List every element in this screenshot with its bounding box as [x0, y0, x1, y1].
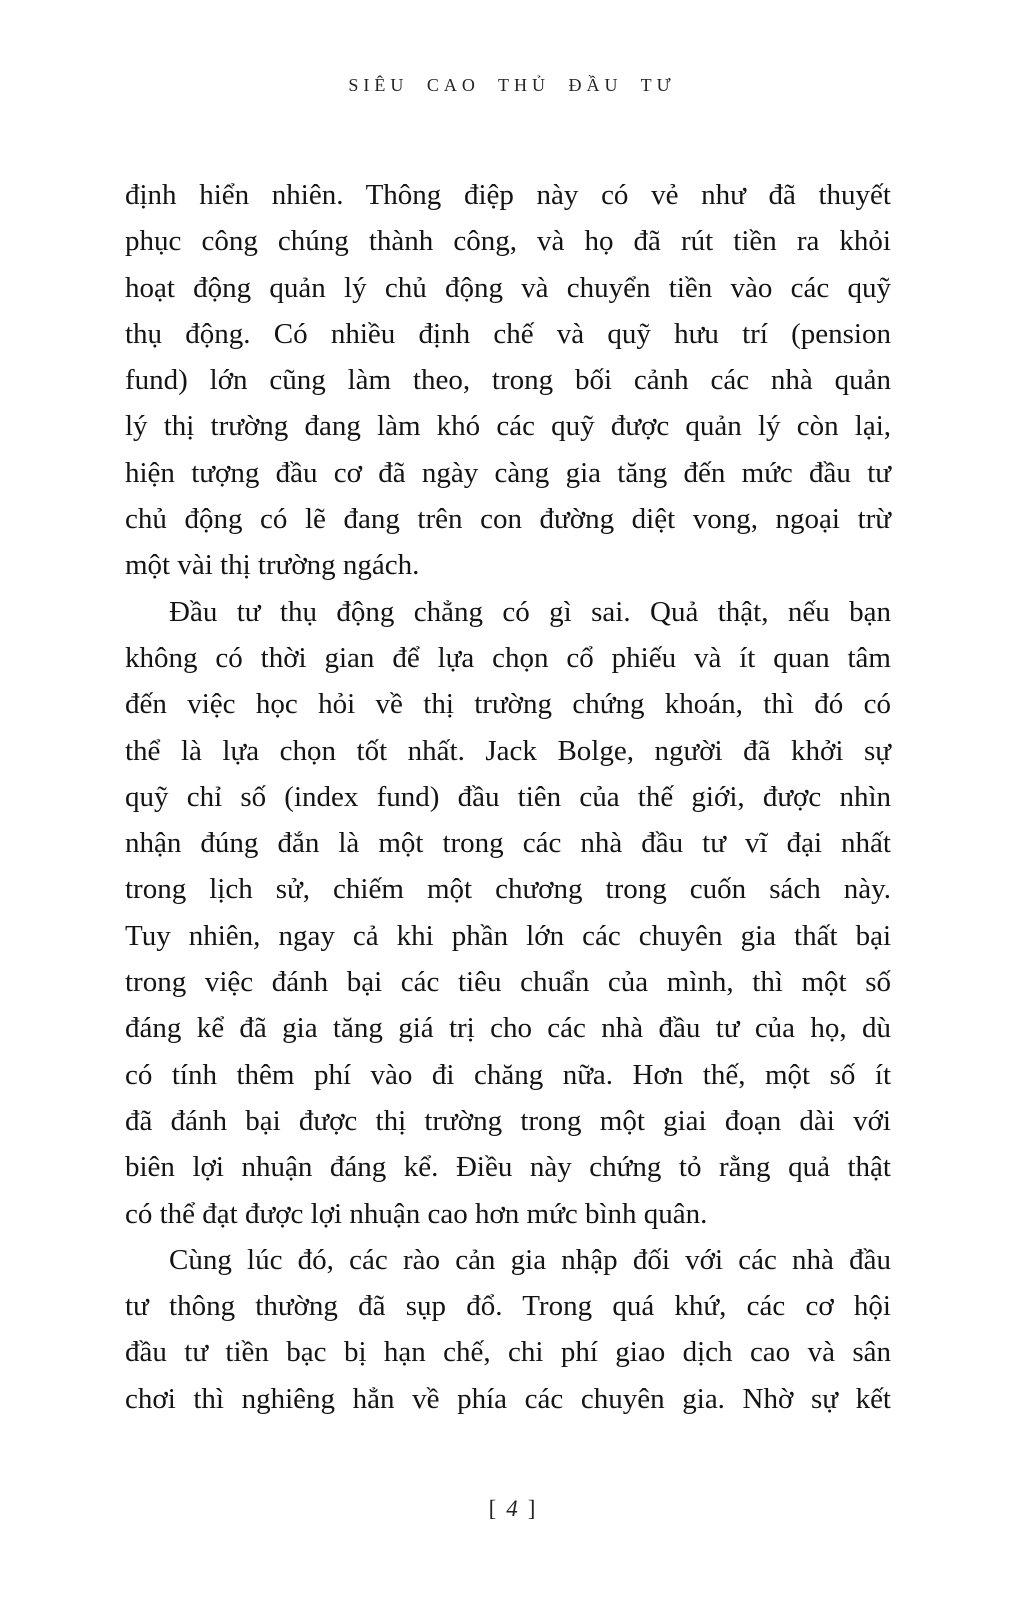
page-number [0, 1496, 1024, 1522]
text-line: quỹ chỉ số (index fund) đầu tiên của thế giới, được nhìn [125, 780, 891, 813]
text-line: trong lịch sử, chiếm một chương trong cuốn sách này. [125, 873, 891, 906]
text-line: Cùng lúc đó, các rào cản gia nhập đối với các nhà đầu [169, 1243, 891, 1276]
text-line: thụ động. Có nhiều định chế và quỹ hưu trí (pension [125, 317, 891, 350]
text-line: trong việc đánh bại các tiêu chuẩn của mình, thì một số [125, 966, 891, 999]
text-line: không có thời gian để lựa chọn cổ phiếu và ít quan tâm [125, 641, 891, 674]
text-line: có thể đạt được lợi nhuận cao hơn mức bình quân. [125, 1197, 708, 1230]
paragraph [125, 172, 891, 589]
text-line: một vài thị trường ngách. [125, 549, 420, 582]
text-line: hiện tượng đầu cơ đã ngày càng gia tăng đến mức đầu tư [125, 456, 891, 489]
page-number-value: 4 [506, 1496, 518, 1521]
text-line: lý thị trường đang làm khó các quỹ được quản lý còn lại, [125, 410, 891, 443]
text-line: đã đánh bại được thị trường trong một giai đoạn dài với [125, 1104, 891, 1137]
text-line: đầu tư tiền bạc bị hạn chế, chi phí giao dịch cao và sân [125, 1336, 891, 1369]
text-line: fund) lớn cũng làm theo, trong bối cảnh các nhà quản [125, 364, 891, 397]
text-line: Tuy nhiên, ngay cả khi phần lớn các chuyên gia thất bại [125, 919, 891, 952]
text-line: thể là lựa chọn tốt nhất. Jack Bolge, người đã khởi sự [125, 734, 891, 767]
text-line: Đầu tư thụ động chẳng có gì sai. Quả thật, nếu bạn [169, 595, 891, 628]
text-line: biên lợi nhuận đáng kể. Điều này chứng tỏ rằng quả thật [125, 1151, 891, 1184]
text-line: tư thông thường đã sụp đổ. Trong quá khứ, các cơ hội [125, 1290, 891, 1323]
page-number-bracket-right: ] [527, 1496, 536, 1521]
paragraph [125, 1237, 891, 1422]
text-line: nhận đúng đắn là một trong các nhà đầu tư vĩ đại nhất [125, 827, 891, 860]
text-line: có tính thêm phí vào đi chăng nữa. Hơn thế, một số ít [125, 1058, 891, 1091]
page-body-text [125, 172, 891, 1422]
page-number-bracket-left: [ [488, 1496, 497, 1521]
text-line: đến việc học hỏi về thị trường chứng khoán, thì đó có [125, 688, 891, 721]
text-line: hoạt động quản lý chủ động và chuyển tiền vào các quỹ [125, 271, 891, 304]
running-head-title: SIÊU CAO THỦ ĐẦU TƯ [348, 75, 676, 95]
text-line: chủ động có lẽ đang trên con đường diệt vong, ngoại trừ [125, 503, 891, 536]
paragraph [125, 589, 891, 1237]
text-line: chơi thì nghiêng hẳn về phía các chuyên gia. Nhờ sự kết [125, 1382, 891, 1415]
text-line: định hiển nhiên. Thông điệp này có vẻ như đã thuyết [125, 179, 891, 211]
text-line: đáng kể đã gia tăng giá trị cho các nhà đầu tư của họ, dù [125, 1012, 891, 1045]
text-line: phục công chúng thành công, và họ đã rút tiền ra khỏi [125, 225, 891, 258]
